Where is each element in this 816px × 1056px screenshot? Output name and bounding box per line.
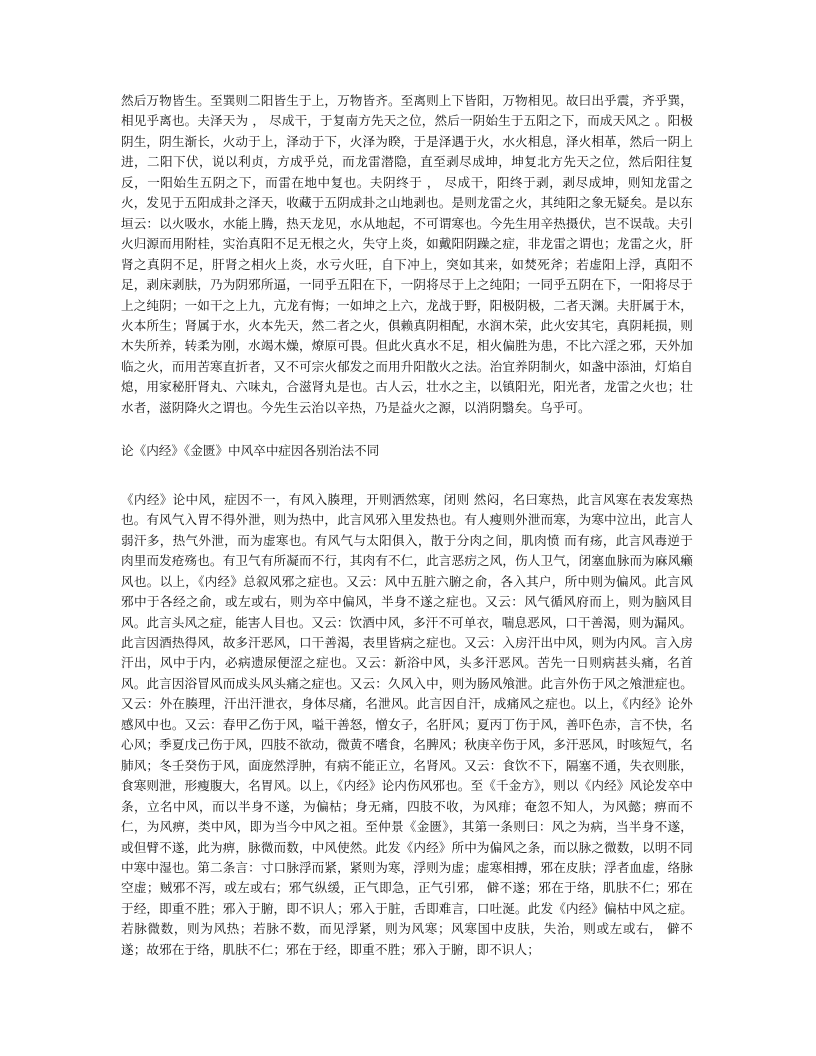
paragraph-3: 此言因酒热得风，故多汗恶风，口干善渴，表里皆病之症也。又云：入房汗出中风，则为内风。言入房汗出，风中于内，必病遗尿便涩之症也。又云：新浴中风，头多汗恶风。苦先一日则病甚头痛，名首风。此言因浴冒风而成头风头痛之症也。又云：久风入中，则为肠风飧泄。此言外伤于风之飧泄症也。又云：外在腠理，汗出汗泄衣，身体尽痛，名泄风。此言因自汗，成痛风之症也。以上，《内经》论外感风中也。又云：春甲乙伤于风，嗌干善怒，憎女子，名肝风；夏丙丁伤于风，善吓色赤，言不快，名心风；季夏戊己伤于风，四肢不欲动，微黄不嗜食，名脾风；秋庚辛伤于风，多汗恶风，时咳短气，名肺风；冬壬癸伤于风，面庞然浮肿，有病不能正立，名肾风。又云：食饮不下，隔塞不通，失衣则胀，食寒则泄，形瘦腹大，名胃风。以上，《内经》论内伤风邪也。至《千金方》，则以《内经》风论发卒中条，立名中风，而以半身不遂，为偏枯；身无痛，四肢不收，为风痱；奄忽不知人，为风懿；痹而不仁，为风痹，类中风，即为当今中风之祖。至仲景《金匮》，其第一条则曰：风之为病，当半身不遂，或但臂不遂，此为痹，脉微而数，中风使然。此发《内经》所中为偏风之条，而以脉之微数，以明不同中寒中湿也。第二条言：寸口脉浮而紧，紧则为寒，浮则为虚；虚寒相搏，邪在皮肤；浮者血虚，络脉空虚；贼邪不泻，或左或右；邪气纵缓，正气即急，正气引邪， 僻不遂；邪在于络，肌肤不仁；邪在于经，即重不胜；邪入于腑，即不识人；邪入于脏，舌即难言，口吐涎。此发《内经》偏枯中风之症。若脉微数，则为风热；若脉不数，而见浮紧，则为风寒；风寒国中皮肤，失治，则或左或右， 僻不遂；故邪在于络，肌肤不仁；邪在于经，即重不胜；邪入于腑，即不识人；	[121, 635, 693, 957]
paragraph-1: 然后万物皆生。至巽则二阳皆生于上，万物皆齐。至离则上下皆阳，万物相见。故曰出乎震，齐乎巽，相见乎离也。夫泽天为 ， 尽成干，于复南方先天之位，然后一阴始生于五阳之下，而成天风之 。阳极阴生，阴生渐长，火动于上，泽动于下，火泽为睽，于是泽遇于火，水火相息，泽火相革，然后一阴上进，二阳下伏，说以利贞，方成乎兑，而龙雷潜隐，直至剥尽成坤，坤复北方先天之位，然后阳往复反，一阳始生五阴之下，而雷在地中复也。夫阴终于 ， 尽成干，阳终于剥，剥尽成坤，则知龙雷之火，发见于五阳成卦之泽天，收藏于五阴成卦之山地剥也。是则龙雷之火，其纯阳之象无疑矣。是以东垣云：以火吸水，水能上腾，热天龙见，水从地起，不可谓寒也。今先生用辛热摄伏，岂不误哉。夫引火归源而用附桂，实治真阳不足无根之火，失守上炎，如戴阳阴躁之症，非龙雷之谓也；龙雷之火，肝肾之真阴不足，肝肾之相火上炎，水亏火旺，自下冲上，突如其来，如焚死斧；若虚阳上浮，真阳不足，剥床剥肤，乃为阴邪所逼，一同乎五阳在下，一阴将尽于上之纯阳；一同乎五阴在下，一阳将尽于上之纯阴；一如干之上九，亢龙有悔；一如坤之上六，龙战于野，阳极阴极，二者天渊。夫肝属于木，火本所生；肾属于水，火本先天，然二者之火，俱赖真阴相配，水润木荣，此火安其宅，真阴耗损，则木失所养，转柔为刚，水竭木燥，燎原可畏。但此火真水不足，相火偏胜为患，不比六淫之邪，天外加临之火，而用苦寒直折者，又不可宗火郁发之而用升阳散火之法。治宜养阴制火，如盏中添油，灯焰自熄，用家秘肝肾丸、六味丸，合滋肾丸是也。古人云，壮水之主，以镇阳光，阳光者，龙雷之火也；壮水者，滋阴降火之谓也。今先生云治以辛热，乃是益火之源，以消阴翳矣。乌乎可。	[121, 93, 693, 415]
paragraph-2: 《内经》论中风，症因不一，有风入腠理，开则洒然寒，闭则 然闷，名曰寒热，此言风寒在表发寒热也。有风气入胃不得外泄，则为热中，此言风邪入里发热也。有人瘦则外泄而寒，为寒中泣出，此言人弱汗多，热气外泄，而为虚寒也。有风气与太阳俱入，散于分肉之间，肌肉愤 而有疡，此言风毒逆于肉里而发疮殇也。有卫气有所凝而不行，其肉有不仁，此言恶疠之风，伤人卫气，闭塞血脉而为麻风癞风也。以上，《内经》总叙风邪之症也。又云：风中五脏六腑之俞，各入其户，所中则为偏风。此言风邪中于各经之俞，或左或右，则为卒中偏风，半身不遂之症也。又云：风气循风府而上，则为脑风目风。此言头风之症，能害人目也。又云：饮酒中风，多汗不可单衣，喘息恶风，口干善渴，则为漏风。	[121, 492, 693, 630]
section-heading: 论《内经》《金匮》中风卒中症因各别治法不同	[121, 443, 380, 458]
